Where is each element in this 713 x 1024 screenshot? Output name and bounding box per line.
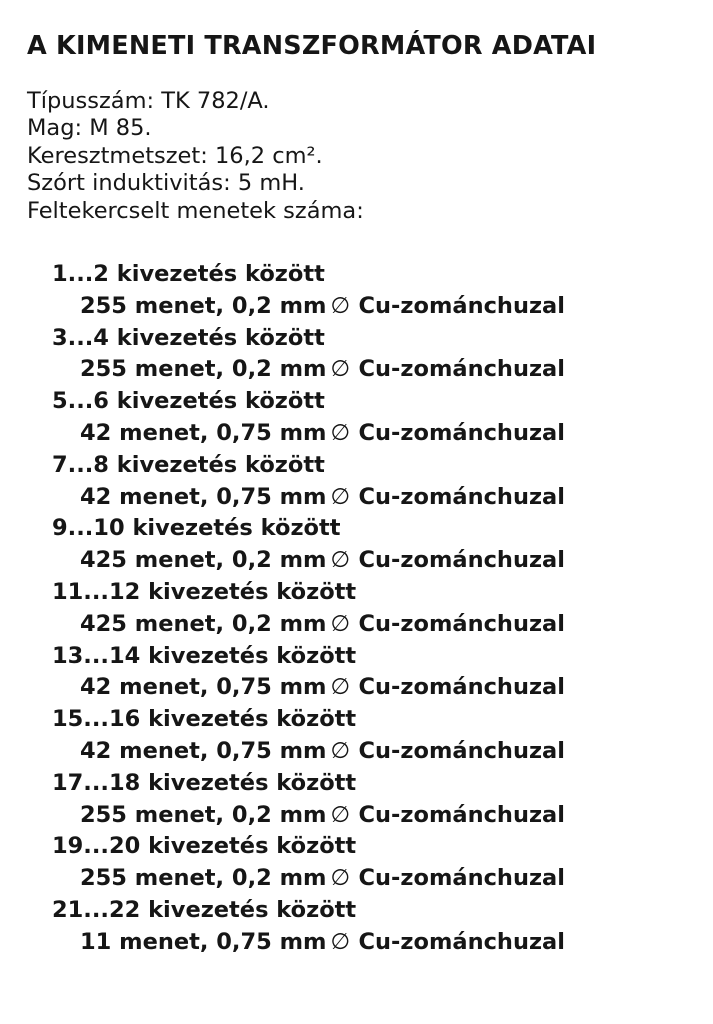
- diameter-symbol: ∅: [330, 356, 351, 383]
- winding-material: Cu-zománchuzal: [358, 419, 565, 446]
- winding-wire: [80, 736, 700, 768]
- winding-wire: [80, 545, 700, 577]
- winding-terminals: 7...8 kivezetés között: [52, 451, 325, 478]
- winding-entry: [0, 704, 700, 768]
- winding-turns: 425 menet, 0,2 mm: [80, 610, 327, 637]
- winding-turns: 42 menet, 0,75 mm: [80, 483, 327, 510]
- spec-type-number: Típusszám: TK 782/A.: [27, 88, 270, 114]
- winding-wire: [80, 800, 700, 832]
- winding-material: Cu-zománchuzal: [358, 801, 565, 828]
- winding-terminals: 11...12 kivezetés között: [52, 578, 357, 605]
- winding-terminals: 5...6 kivezetés között: [52, 388, 325, 415]
- winding-wire: [80, 482, 700, 514]
- winding-turns: 255 menet, 0,2 mm: [80, 865, 327, 892]
- spec-core: Mag: M 85.: [27, 115, 152, 142]
- winding-entry: [0, 259, 700, 323]
- winding-turns: 42 menet, 0,75 mm: [80, 737, 327, 764]
- winding-material: Cu-zománchuzal: [358, 865, 565, 892]
- diameter-symbol: ∅: [330, 865, 351, 892]
- winding-material: Cu-zománchuzal: [358, 737, 565, 764]
- winding-material: Cu-zománchuzal: [358, 483, 565, 510]
- winding-turns: 11 menet, 0,75 mm: [80, 928, 327, 955]
- spec-list: [27, 88, 687, 225]
- winding-terminals: 3...4 kivezetés között: [52, 324, 325, 351]
- winding-material: Cu-zománchuzal: [358, 547, 565, 574]
- winding-terminals: 19...20 kivezetés között: [52, 833, 357, 860]
- diameter-symbol: ∅: [330, 801, 351, 828]
- diameter-symbol: ∅: [330, 483, 351, 510]
- winding-wire: [80, 354, 700, 386]
- winding-wire: [80, 927, 700, 959]
- winding-turns: 255 menet, 0,2 mm: [80, 356, 327, 383]
- winding-material: Cu-zománchuzal: [358, 674, 565, 701]
- winding-entry: [0, 641, 700, 705]
- winding-entry: [0, 831, 700, 895]
- winding-turns: 255 menet, 0,2 mm: [80, 801, 327, 828]
- winding-terminals: 1...2 kivezetés között: [52, 261, 325, 287]
- diameter-symbol: ∅: [330, 610, 351, 637]
- diameter-symbol: ∅: [330, 547, 351, 574]
- winding-terminals: 21...22 kivezetés között: [52, 896, 357, 923]
- spec-leakage-inductance: Szórt induktivitás: 5 mH.: [27, 170, 305, 197]
- winding-terminals: 17...18 kivezetés között: [52, 769, 357, 796]
- winding-material: Cu-zománchuzal: [358, 928, 565, 955]
- winding-wire: [80, 291, 700, 323]
- winding-entry: [0, 323, 700, 387]
- winding-terminals: 15...16 kivezetés között: [52, 706, 357, 733]
- winding-list: [0, 259, 700, 959]
- winding-turns: 425 menet, 0,2 mm: [80, 547, 327, 574]
- winding-terminals: 13...14 kivezetés között: [52, 642, 357, 669]
- winding-material: Cu-zománchuzal: [358, 610, 565, 637]
- winding-wire: [80, 418, 700, 450]
- winding-material: Cu-zománchuzal: [358, 292, 565, 319]
- spec-windings-heading: Feltekercselt menetek száma:: [27, 197, 364, 224]
- winding-material: Cu-zománchuzal: [358, 356, 565, 383]
- winding-entry: [0, 768, 700, 832]
- winding-entry: [0, 386, 700, 450]
- winding-wire: [80, 863, 700, 895]
- diameter-symbol: ∅: [330, 292, 351, 319]
- winding-terminals: 9...10 kivezetés között: [52, 515, 341, 542]
- diameter-symbol: ∅: [330, 419, 351, 446]
- winding-turns: 42 menet, 0,75 mm: [80, 419, 327, 446]
- winding-turns: 255 menet, 0,2 mm: [80, 292, 327, 319]
- diameter-symbol: ∅: [330, 928, 351, 955]
- spec-cross-section: Keresztmetszet: 16,2 cm².: [27, 142, 323, 169]
- diameter-symbol: ∅: [330, 674, 351, 701]
- winding-entry: [0, 577, 700, 641]
- winding-entry: [0, 513, 700, 577]
- winding-entry: [0, 450, 700, 514]
- winding-entry: [0, 895, 700, 959]
- winding-wire: [80, 609, 700, 641]
- diameter-symbol: ∅: [330, 737, 351, 764]
- winding-wire: [80, 672, 700, 704]
- winding-turns: 42 menet, 0,75 mm: [80, 674, 327, 701]
- document-title: A KIMENETI TRANSZFORMÁTOR ADATAI: [27, 31, 597, 61]
